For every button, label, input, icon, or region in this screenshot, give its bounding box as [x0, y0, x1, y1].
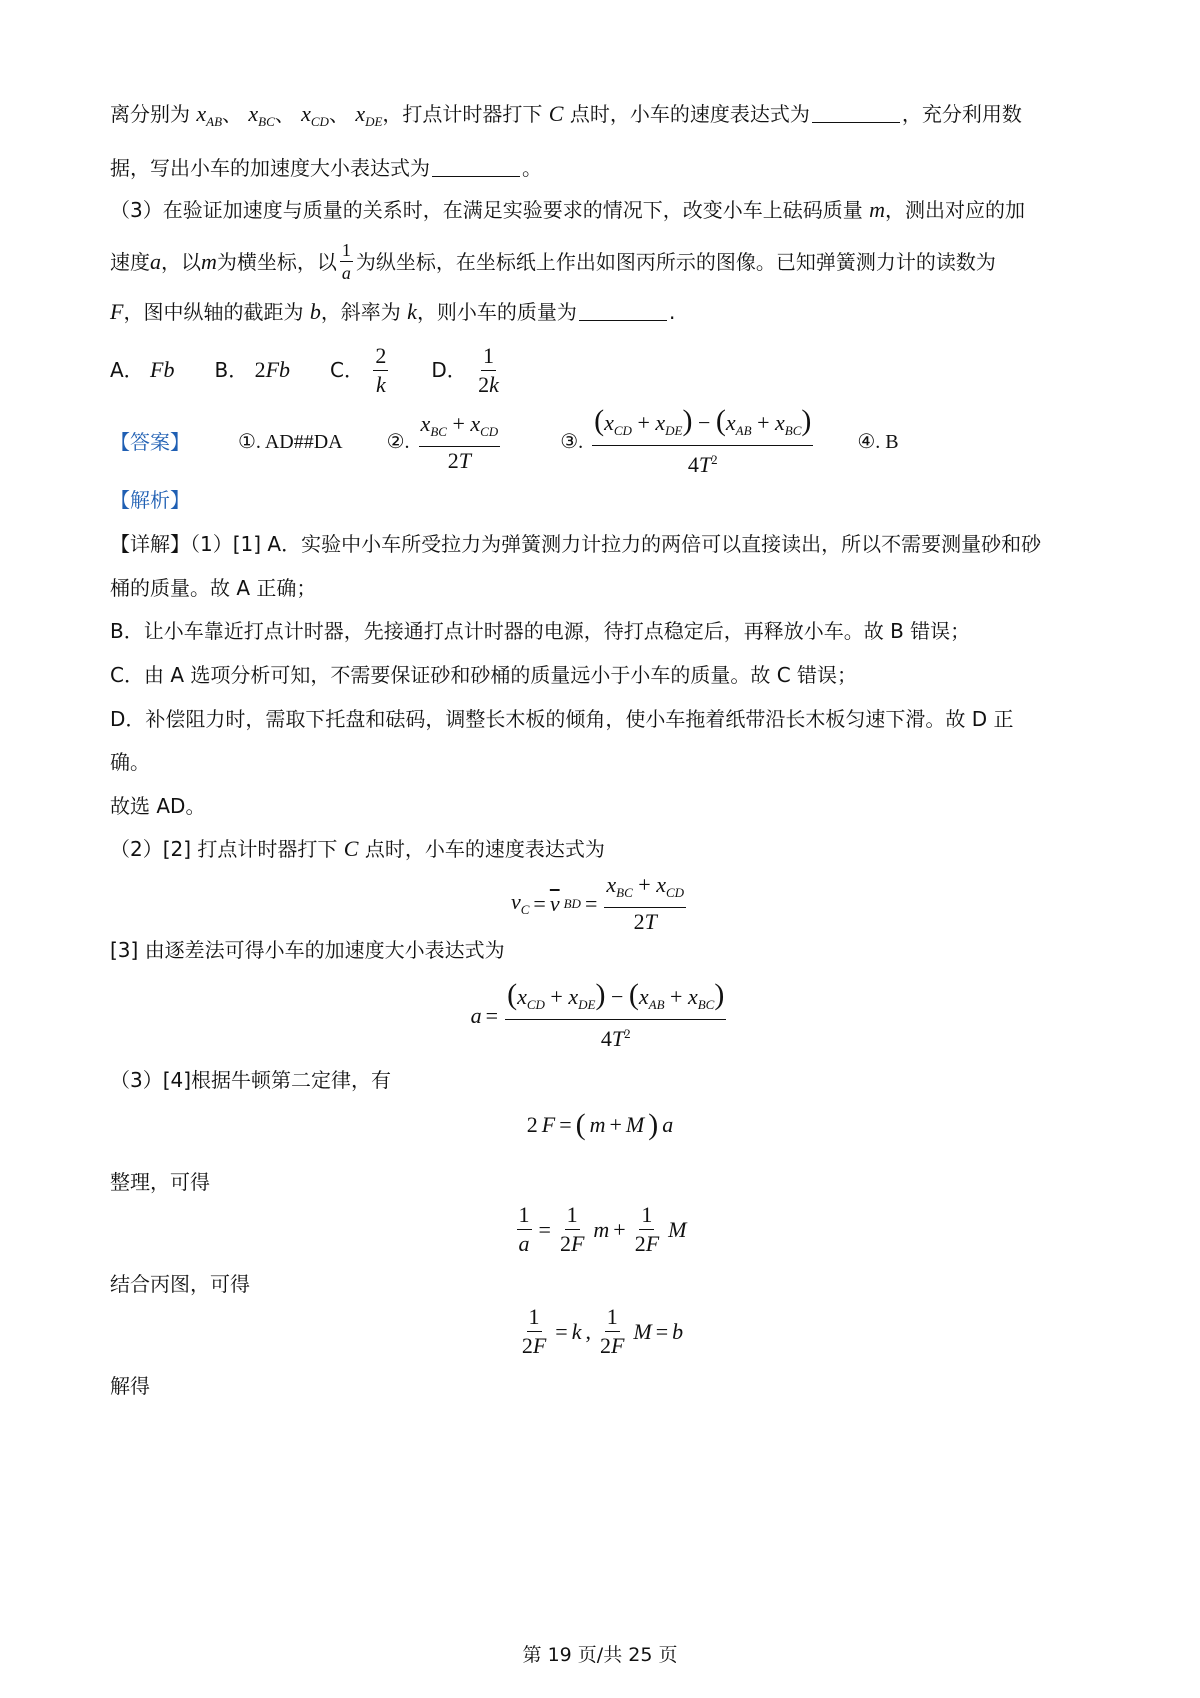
page-footer: 第 19 页/共 25 页: [522, 1644, 678, 1666]
detail-line-12: 结合丙图，可得: [110, 1272, 250, 1296]
option-a: A． Fb: [110, 357, 175, 382]
q2-line-2: 据，写出小车的加速度大小表达式为 。: [110, 156, 542, 180]
answer-blank: [812, 102, 900, 123]
detail-line-6: 确。: [110, 750, 150, 774]
detail-line-5: D．补偿阻力时，需取下托盘和砝码，调整长木板的倾角，使小车拖着纸带沿长木板匀速下滑。故 D 正: [110, 707, 1014, 731]
option-b: B． 2 Fb: [214, 357, 291, 382]
answer-1: ①. AD##DA: [238, 431, 343, 453]
option-c: C． $\frac{2}{k}$: [330, 342, 387, 397]
equation-velocity: $v_C$ = $\overline{v}$ BD = $\frac{x_{BC} + x_{CD}}{2T}$: [510, 872, 685, 934]
answer-2-label: ②.: [386, 431, 410, 453]
answer-3-label: ③.: [560, 431, 584, 453]
answer-blank: [579, 300, 667, 321]
equation-newton: 2 F = ( m + M ) a: [526, 1108, 674, 1141]
answer-blank: [432, 156, 520, 177]
text: 离分别为: [110, 102, 190, 126]
q2-line-1: 离分别为 $x_{AB}$、 $x_{BC}$、 $x_{CD}$、 $x_{DE}$，打点计时器打下 C 点时，小车的速度表达式为 ，充分利用数: [110, 101, 1022, 129]
q3-line-1: （3）在验证加速度与质量的关系时，在满足实验要求的情况下，改变小车上砝码质量 m，测出对应的加: [110, 197, 1025, 222]
detail-line-2: 桶的质量。故 A 正确；: [110, 576, 317, 600]
answer-4: ④. B: [857, 431, 899, 453]
q3-line-3: F，图中纵轴的截距为 b，斜率为 k，则小车的质量为 .: [110, 299, 676, 324]
answer-2-formula: $\frac{x_{BC} + x_{CD}}{2T}$: [420, 410, 499, 473]
options-row: [110, 340, 544, 400]
equation-slope-intercept: $\frac{1}{2F}$ = k , $\frac{1}{2F}$ M = b: [521, 1304, 684, 1358]
detail-line-11: 整理，可得: [110, 1170, 210, 1194]
equation-acceleration: a = $\frac{(x_{CD} + x_{DE}) - (x_{AB} + x_{BC})}{4T^2}$: [470, 978, 725, 1051]
fraction: $\frac{1}{a}$: [341, 240, 351, 283]
detail-line-9: [3] 由逐差法可得小车的加速度大小表达式为: [110, 938, 505, 962]
detail-line-10: （3）[4]根据牛顿第二定律，有: [110, 1068, 392, 1092]
detail-line-7: 故选 AD。: [110, 794, 206, 818]
detail-line-8: （2）[2] 打点计时器打下 C 点时，小车的速度表达式为: [110, 836, 605, 861]
option-d: D． $\frac{1}{2k}$: [431, 342, 499, 397]
detail-line-4: C．由 A 选项分析可知，不需要保证砂和砂桶的质量远小于小车的质量。故 C 错误；: [110, 663, 858, 687]
detail-line-13: 解得: [110, 1374, 150, 1398]
detail-line-3: B．让小车靠近打点计时器，先接通打点计时器的电源，待打点稳定后，再释放小车。故 B 错误；: [110, 619, 971, 643]
answer-row: [110, 404, 899, 477]
detail-line-1: 【详解】（1）[1] A．实验中小车所受拉力为弹簧测力计拉力的两倍可以直接读出，所以不需要测量砂和砂: [110, 532, 1042, 556]
answer-label: 【答案】: [110, 430, 190, 454]
equation-rearranged: $\frac{1}{a}$ = $\frac{1}{2F}$ m + $\frac{1}{2F}$ M: [518, 1202, 687, 1256]
answer-3-formula: $\frac{(x_{CD} + x_{DE}) - (x_{AB} + x_{BC})}{4T^2}$: [594, 404, 812, 477]
q3-line-2: 速度 a ，以 m 为横坐标，以 $\frac{1}{a}$ 为纵坐标，在坐标纸上作出如图丙所示的图像。已知弹簧测力计的读数为: [110, 240, 996, 283]
analysis-label: 【解析】: [110, 488, 190, 512]
